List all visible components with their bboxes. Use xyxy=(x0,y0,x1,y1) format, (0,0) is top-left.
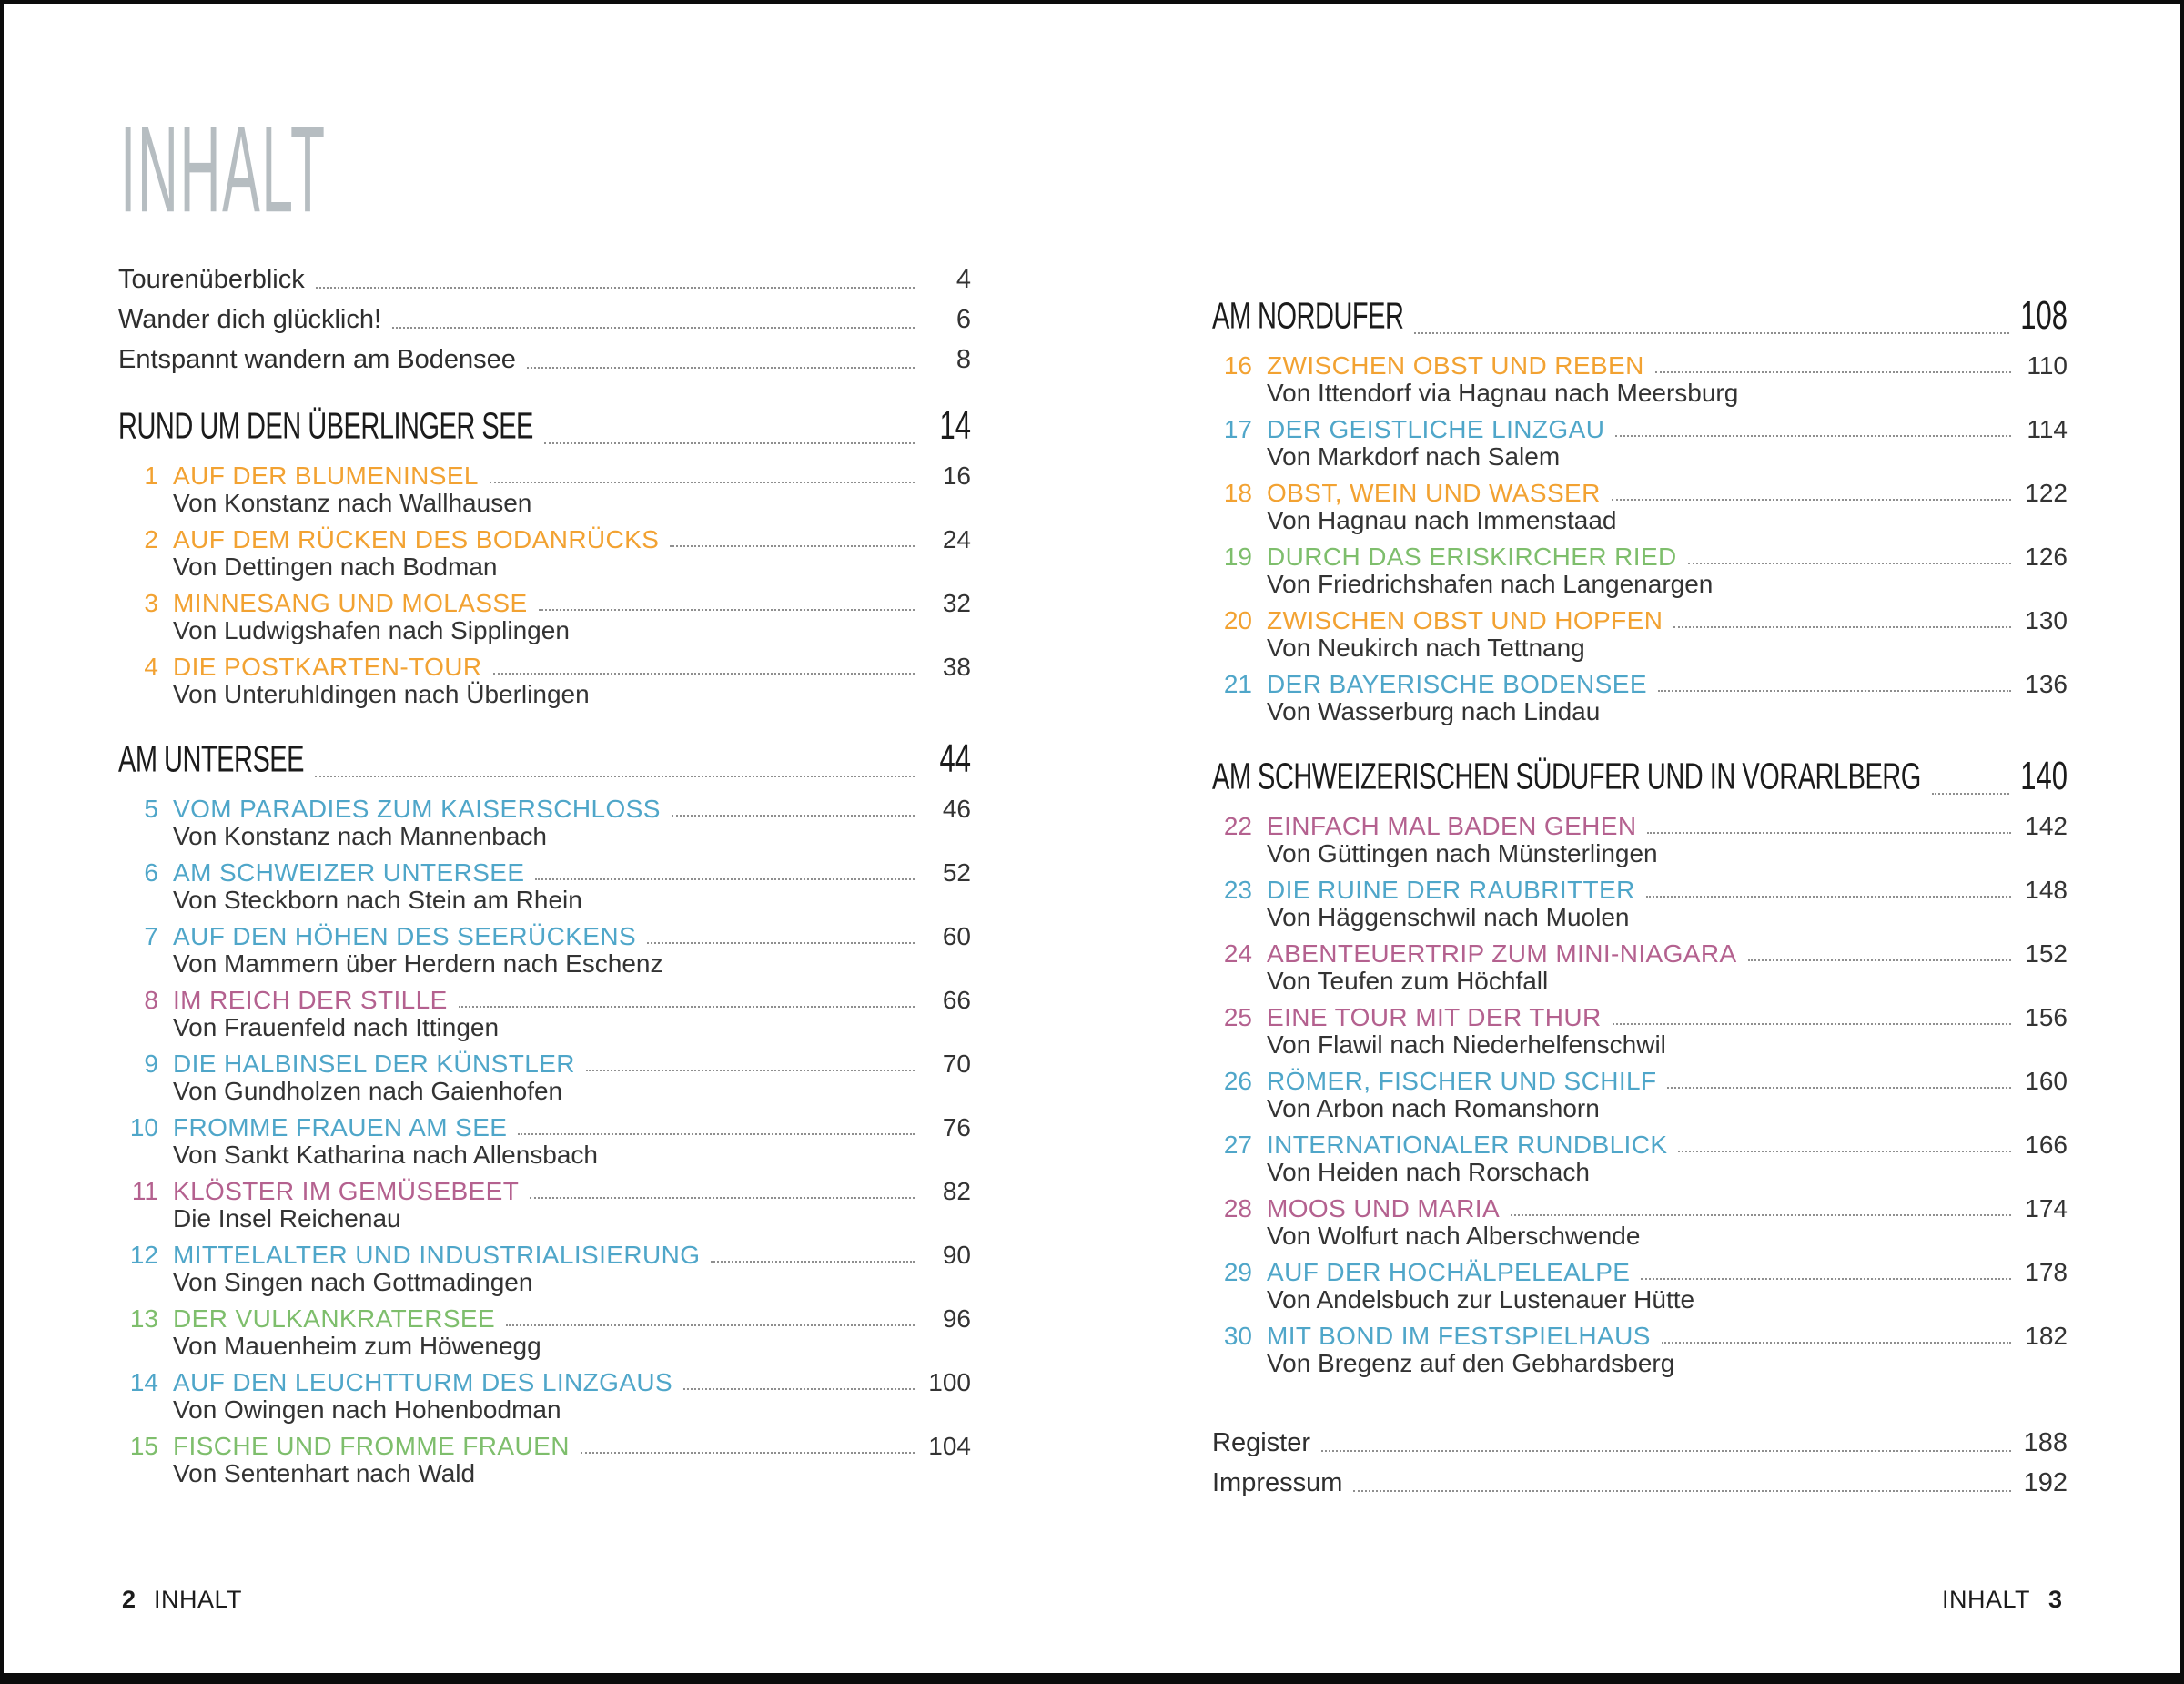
tour-entry xyxy=(118,1304,971,1360)
tour-number: 18 xyxy=(1223,479,1252,507)
toc-row-page-number: 188 xyxy=(2023,1428,2068,1457)
tour-entry xyxy=(1212,939,2068,995)
tour-title: MINNESANG UND MOLASSE xyxy=(173,589,528,617)
tour-page-number: 52 xyxy=(942,858,971,887)
toc-row-page-number: 4 xyxy=(956,265,971,294)
tour-entry xyxy=(118,986,971,1041)
tour-subtitle: Von Konstanz nach Wallhausen xyxy=(173,489,532,517)
dotted-leader xyxy=(1673,626,2011,628)
tour-number: 10 xyxy=(129,1113,158,1141)
tour-page-number: 46 xyxy=(942,795,971,823)
tour-number: 14 xyxy=(129,1368,158,1396)
tour-number: 12 xyxy=(129,1241,158,1269)
tour-title-row xyxy=(1212,670,2068,698)
tour-subtitle: Von Bregenz auf den Gebhardsberg xyxy=(1267,1349,1675,1377)
tour-page-number: 122 xyxy=(2025,479,2068,507)
tour-title-row xyxy=(118,1050,971,1078)
tour-title-row xyxy=(1212,1322,2068,1350)
tour-number: 11 xyxy=(131,1177,158,1205)
section-heading-row xyxy=(118,402,971,452)
tour-title: ZWISCHEN OBST UND HOPFEN xyxy=(1267,606,1663,634)
dotted-leader xyxy=(1667,1087,2011,1089)
tour-page-number: 136 xyxy=(2025,670,2068,698)
toc-section xyxy=(118,735,971,1487)
tour-title: MIT BOND IM FESTSPIELHAUS xyxy=(1267,1322,1651,1350)
section-tours xyxy=(118,795,971,1487)
tour-title-row xyxy=(1212,479,2068,507)
tour-number: 1 xyxy=(144,462,158,490)
dotted-leader xyxy=(544,442,915,444)
dotted-leader xyxy=(1658,690,2011,692)
tour-page-number: 178 xyxy=(2025,1258,2068,1286)
tour-entry xyxy=(1212,415,2068,471)
tour-title: DER VULKANKRATERSEE xyxy=(173,1304,496,1333)
tour-entry xyxy=(1212,1003,2068,1059)
dotted-leader xyxy=(1647,832,2011,834)
tour-number: 7 xyxy=(144,922,158,950)
tour-page-number: 126 xyxy=(2025,543,2068,571)
tour-number: 22 xyxy=(1223,812,1252,840)
tour-title-row xyxy=(118,1432,971,1460)
tour-title: VOM PARADIES ZUM KAISERSCHLOSS xyxy=(173,795,661,823)
tour-subtitle: Von Frauenfeld nach Ittingen xyxy=(173,1013,500,1041)
section-heading-row xyxy=(1212,753,2068,803)
tour-title-row xyxy=(1212,415,2068,443)
tour-subtitle: Von Heiden nach Rorschach xyxy=(1267,1158,1590,1186)
tour-title: FROMME FRAUEN AM SEE xyxy=(173,1113,508,1141)
tour-subtitle: Von Sankt Katharina nach Allensbach xyxy=(173,1141,599,1169)
dotted-leader xyxy=(647,942,915,944)
section-heading: AM UNTERSEE xyxy=(118,739,304,781)
tour-title: DER BAYERISCHE BODENSEE xyxy=(1267,670,1647,698)
section-tours xyxy=(1212,812,2068,1377)
tour-page-number: 96 xyxy=(942,1304,971,1333)
tour-title: DER GEISTLICHE LINZGAU xyxy=(1267,415,1605,443)
tour-title: MITTELALTER UND INDUSTRIALISIERUNG xyxy=(173,1241,701,1269)
tour-subtitle: Von Konstanz nach Mannenbach xyxy=(173,822,547,850)
toc-section xyxy=(1212,292,2068,725)
footer-label-right: INHALT xyxy=(1941,1586,2030,1613)
tour-entry xyxy=(1212,1322,2068,1377)
toc-row-page-number: 6 xyxy=(956,305,971,334)
dotted-leader xyxy=(506,1324,915,1326)
toc-row xyxy=(118,265,971,295)
tour-page-number: 38 xyxy=(942,653,971,681)
section-page-number: 14 xyxy=(939,402,971,448)
dotted-leader xyxy=(459,1006,915,1008)
tour-entry xyxy=(118,653,971,708)
tour-entry xyxy=(1212,670,2068,725)
tour-entry xyxy=(1212,812,2068,867)
tour-title: AUF DEN LEUCHTTURM DES LINZGAUS xyxy=(173,1368,673,1396)
tour-page-number: 60 xyxy=(942,922,971,950)
tour-entry xyxy=(1212,1067,2068,1122)
tour-title-row xyxy=(1212,1131,2068,1159)
section-page-number: 44 xyxy=(939,735,971,781)
back-matter-list xyxy=(1212,1428,2068,1498)
dotted-leader xyxy=(1678,1151,2011,1152)
tour-entry xyxy=(1212,876,2068,931)
tour-page-number: 76 xyxy=(942,1113,971,1141)
dotted-leader xyxy=(535,878,915,880)
tour-subtitle: Die Insel Reichenau xyxy=(173,1204,401,1233)
tour-page-number: 160 xyxy=(2025,1067,2068,1095)
tour-page-number: 66 xyxy=(942,986,971,1014)
section-tours xyxy=(1212,351,2068,725)
tour-entry xyxy=(118,1050,971,1105)
tour-title: RÖMER, FISCHER UND SCHILF xyxy=(1267,1067,1657,1095)
tour-subtitle: Von Mauenheim zum Höwenegg xyxy=(173,1332,541,1360)
tour-page-number: 156 xyxy=(2025,1003,2068,1031)
tour-number: 27 xyxy=(1223,1131,1252,1159)
footer-left xyxy=(122,1586,242,1614)
tour-title-row xyxy=(118,525,971,553)
section-heading-row xyxy=(1212,292,2068,342)
tour-number: 28 xyxy=(1223,1194,1252,1222)
tour-subtitle: Von Dettingen nach Bodman xyxy=(173,553,498,581)
toc-row xyxy=(1212,1428,2068,1458)
footer-right xyxy=(1942,1586,2062,1614)
tour-subtitle: Von Arbon nach Romanshorn xyxy=(1267,1094,1600,1122)
tour-title-row xyxy=(118,986,971,1014)
tour-entry xyxy=(118,795,971,850)
tour-subtitle: Von Markdorf nach Salem xyxy=(1267,442,1561,471)
tour-number: 23 xyxy=(1223,876,1252,904)
tour-title-row xyxy=(118,1241,971,1269)
toc-row-title: Tourenüberblick xyxy=(118,265,305,294)
tour-number: 2 xyxy=(144,525,158,553)
tour-number: 3 xyxy=(144,589,158,617)
right-column xyxy=(1212,265,2068,1508)
tour-entry xyxy=(118,1432,971,1487)
dotted-leader xyxy=(539,609,915,611)
toc-row xyxy=(1212,1468,2068,1498)
tour-number: 5 xyxy=(144,795,158,823)
tour-subtitle: Von Wolfurt nach Alberschwende xyxy=(1267,1222,1641,1250)
tour-number: 8 xyxy=(144,986,158,1014)
toc-row xyxy=(118,345,971,375)
tour-title-row xyxy=(1212,1067,2068,1095)
toc-row-title: Impressum xyxy=(1212,1468,1343,1497)
section-heading: AM NORDUFER xyxy=(1212,296,1404,338)
dotted-leader xyxy=(1613,1023,2011,1025)
tour-entry xyxy=(1212,1131,2068,1186)
dotted-leader xyxy=(527,367,915,369)
left-column xyxy=(118,265,971,1496)
tour-title: INTERNATIONALER RUNDBLICK xyxy=(1267,1131,1668,1159)
tour-title-row xyxy=(1212,812,2068,840)
tour-page-number: 82 xyxy=(942,1177,971,1205)
dotted-leader xyxy=(1748,959,2011,961)
dotted-leader xyxy=(1932,793,2009,795)
tour-subtitle: Von Wasserburg nach Lindau xyxy=(1267,697,1601,725)
dotted-leader xyxy=(586,1070,915,1071)
tour-title: IM REICH DER STILLE xyxy=(173,986,448,1014)
tour-title: EINE TOUR MIT DER THUR xyxy=(1267,1003,1602,1031)
tour-entry xyxy=(118,922,971,978)
tour-title-row xyxy=(118,1304,971,1333)
dotted-leader xyxy=(683,1388,915,1390)
tour-title-row xyxy=(1212,351,2068,380)
tour-entry xyxy=(118,1113,971,1169)
dotted-leader xyxy=(1414,332,2009,334)
tour-number: 24 xyxy=(1223,939,1252,968)
tour-title: AM SCHWEIZER UNTERSEE xyxy=(173,858,525,887)
tour-subtitle: Von Gundholzen nach Gaienhofen xyxy=(173,1077,563,1105)
tour-number: 4 xyxy=(144,653,158,681)
dotted-leader xyxy=(1353,1490,2011,1492)
tour-page-number: 130 xyxy=(2025,606,2068,634)
tour-title: FISCHE UND FROMME FRAUEN xyxy=(173,1432,570,1460)
dotted-leader xyxy=(392,327,915,329)
section-heading: AM SCHWEIZERISCHEN SÜDUFER UND IN VORARLBERG xyxy=(1212,756,1921,798)
dotted-leader xyxy=(711,1261,915,1263)
toc-row-title: Register xyxy=(1212,1428,1310,1457)
tour-subtitle: Von Andelsbuch zur Lustenauer Hütte xyxy=(1267,1285,1695,1314)
tour-subtitle: Von Singen nach Gottmadingen xyxy=(173,1268,533,1296)
tour-title-row xyxy=(1212,1194,2068,1222)
toc-section xyxy=(1212,753,2068,1377)
footer-label-left: INHALT xyxy=(154,1586,243,1613)
dotted-leader xyxy=(530,1197,915,1199)
tour-subtitle: Von Teufen zum Höchfall xyxy=(1267,967,1549,995)
tour-page-number: 114 xyxy=(2027,415,2068,443)
tour-entry xyxy=(1212,1258,2068,1314)
tour-title-row xyxy=(118,1113,971,1141)
tour-page-number: 90 xyxy=(942,1241,971,1269)
tour-title-row xyxy=(1212,606,2068,634)
tour-number: 9 xyxy=(144,1050,158,1078)
tour-page-number: 110 xyxy=(2027,351,2068,380)
dotted-leader xyxy=(1321,1450,2011,1452)
dotted-leader xyxy=(670,545,915,547)
page-number-left: 2 xyxy=(122,1586,136,1613)
tour-entry xyxy=(118,1177,971,1233)
tour-entry xyxy=(1212,479,2068,534)
tour-subtitle: Von Steckborn nach Stein am Rhein xyxy=(173,886,582,914)
tour-title: DURCH DAS ERISKIRCHER RIED xyxy=(1267,543,1677,571)
tour-page-number: 32 xyxy=(942,589,971,617)
toc-row xyxy=(118,305,971,335)
tour-title-row xyxy=(118,858,971,887)
tour-title: OBST, WEIN UND WASSER xyxy=(1267,479,1601,507)
tour-page-number: 100 xyxy=(928,1368,971,1396)
tour-number: 13 xyxy=(129,1304,158,1333)
dotted-leader xyxy=(672,815,915,817)
tour-subtitle: Von Owingen nach Hohenbodman xyxy=(173,1395,561,1424)
tour-title-row xyxy=(118,795,971,823)
tour-entry xyxy=(118,525,971,581)
tour-subtitle: Von Unteruhldingen nach Überlingen xyxy=(173,680,590,708)
tour-entry xyxy=(1212,606,2068,662)
tour-entry xyxy=(118,1241,971,1296)
tour-entry xyxy=(1212,351,2068,407)
tour-title-row xyxy=(118,1368,971,1396)
tour-subtitle: Von Mammern über Herdern nach Eschenz xyxy=(173,949,663,978)
tour-title: AUF DEM RÜCKEN DES BODANRÜCKS xyxy=(173,525,660,553)
tour-subtitle: Von Sentenhart nach Wald xyxy=(173,1459,476,1487)
tour-entry xyxy=(1212,543,2068,598)
tour-title-row xyxy=(1212,543,2068,571)
tour-title-row xyxy=(118,922,971,950)
tour-subtitle: Von Flawil nach Niederhelfenschwil xyxy=(1267,1030,1666,1059)
tour-title-row xyxy=(118,462,971,490)
toc-row-title: Entspannt wandern am Bodensee xyxy=(118,345,516,374)
tour-number: 15 xyxy=(129,1432,158,1460)
tour-subtitle: Von Neukirch nach Tettnang xyxy=(1267,634,1585,662)
front-matter-list xyxy=(118,265,971,375)
tour-subtitle: Von Ludwigshafen nach Sipplingen xyxy=(173,616,570,644)
section-page-number: 108 xyxy=(2020,292,2068,338)
page-number-right: 3 xyxy=(2048,1586,2062,1613)
tour-page-number: 148 xyxy=(2025,876,2068,904)
tour-number: 20 xyxy=(1223,606,1252,634)
tour-page-number: 16 xyxy=(942,462,971,490)
tour-title-row xyxy=(1212,876,2068,904)
tour-title-row xyxy=(118,653,971,681)
dotted-leader xyxy=(1655,371,2011,373)
dotted-leader xyxy=(1511,1214,2011,1216)
tour-title: AUF DEN HÖHEN DES SEERÜCKENS xyxy=(173,922,637,950)
tour-page-number: 24 xyxy=(942,525,971,553)
tour-number: 19 xyxy=(1223,543,1252,571)
tour-title-row xyxy=(1212,939,2068,968)
section-heading-row xyxy=(118,735,971,786)
tour-title: ZWISCHEN OBST UND REBEN xyxy=(1267,351,1644,380)
tour-entry xyxy=(118,1368,971,1424)
tour-page-number: 152 xyxy=(2025,939,2068,968)
tour-page-number: 182 xyxy=(2025,1322,2068,1350)
dotted-leader xyxy=(1688,563,2011,564)
tour-title-row xyxy=(118,589,971,617)
tour-number: 26 xyxy=(1223,1067,1252,1095)
dotted-leader xyxy=(1641,1278,2011,1280)
dotted-leader xyxy=(1662,1342,2011,1344)
toc-row-page-number: 192 xyxy=(2023,1468,2068,1497)
tour-subtitle: Von Güttingen nach Münsterlingen xyxy=(1267,839,1658,867)
tour-title-row xyxy=(1212,1003,2068,1031)
tour-subtitle: Von Friedrichshafen nach Langenargen xyxy=(1267,570,1714,598)
dotted-leader xyxy=(1612,499,2011,501)
tour-entry xyxy=(118,462,971,517)
dotted-leader xyxy=(581,1452,915,1454)
tour-page-number: 174 xyxy=(2025,1194,2068,1222)
toc-row-title: Wander dich glücklich! xyxy=(118,305,382,334)
tour-title: MOOS UND MARIA xyxy=(1267,1194,1501,1222)
tour-title: ABENTEUERTRIP ZUM MINI-NIAGARA xyxy=(1267,939,1737,968)
dotted-leader xyxy=(1646,896,2011,898)
tour-page-number: 166 xyxy=(2025,1131,2068,1159)
tour-number: 21 xyxy=(1223,670,1252,698)
dotted-leader xyxy=(1615,435,2011,437)
toc-row-page-number: 8 xyxy=(956,345,971,374)
tour-entry xyxy=(118,858,971,914)
section-tours xyxy=(118,462,971,708)
section-heading: RUND UM DEN ÜBERLINGER SEE xyxy=(118,406,533,448)
tour-entry xyxy=(118,589,971,644)
tour-title-row xyxy=(118,1177,971,1205)
right-column-sections xyxy=(1212,292,2068,1377)
tour-title: DIE POSTKARTEN-TOUR xyxy=(173,653,482,681)
toc-section xyxy=(118,402,971,708)
tour-page-number: 142 xyxy=(2025,812,2068,840)
page-title: INHALT xyxy=(120,101,327,238)
tour-title: KLÖSTER IM GEMÜSEBEET xyxy=(173,1177,520,1205)
dotted-leader xyxy=(493,673,915,675)
tour-title: AUF DER BLUMENINSEL xyxy=(173,462,479,490)
tour-title: EINFACH MAL BADEN GEHEN xyxy=(1267,812,1637,840)
tour-entry xyxy=(1212,1194,2068,1250)
tour-title: AUF DER HOCHÄLPELEALPE xyxy=(1267,1258,1631,1286)
tour-subtitle: Von Ittendorf via Hagnau nach Meersburg xyxy=(1267,379,1739,407)
tour-title-row xyxy=(1212,1258,2068,1286)
section-page-number: 140 xyxy=(2020,753,2068,798)
tour-page-number: 70 xyxy=(942,1050,971,1078)
tour-page-number: 104 xyxy=(928,1432,971,1460)
tour-number: 16 xyxy=(1223,351,1252,380)
tour-number: 29 xyxy=(1223,1258,1252,1286)
tour-subtitle: Von Hagnau nach Immenstaad xyxy=(1267,506,1617,534)
tour-number: 6 xyxy=(144,858,158,887)
tour-number: 25 xyxy=(1223,1003,1252,1031)
left-column-sections xyxy=(118,402,971,1487)
tour-title: DIE RUINE DER RAUBRITTER xyxy=(1267,876,1635,904)
dotted-leader xyxy=(518,1133,915,1135)
dotted-leader xyxy=(315,776,915,777)
dotted-leader xyxy=(490,482,915,483)
dotted-leader xyxy=(316,287,915,289)
tour-title: DIE HALBINSEL DER KÜNSTLER xyxy=(173,1050,575,1078)
tour-number: 30 xyxy=(1223,1322,1252,1350)
tour-number: 17 xyxy=(1223,415,1252,443)
tour-subtitle: Von Häggenschwil nach Muolen xyxy=(1267,903,1630,931)
